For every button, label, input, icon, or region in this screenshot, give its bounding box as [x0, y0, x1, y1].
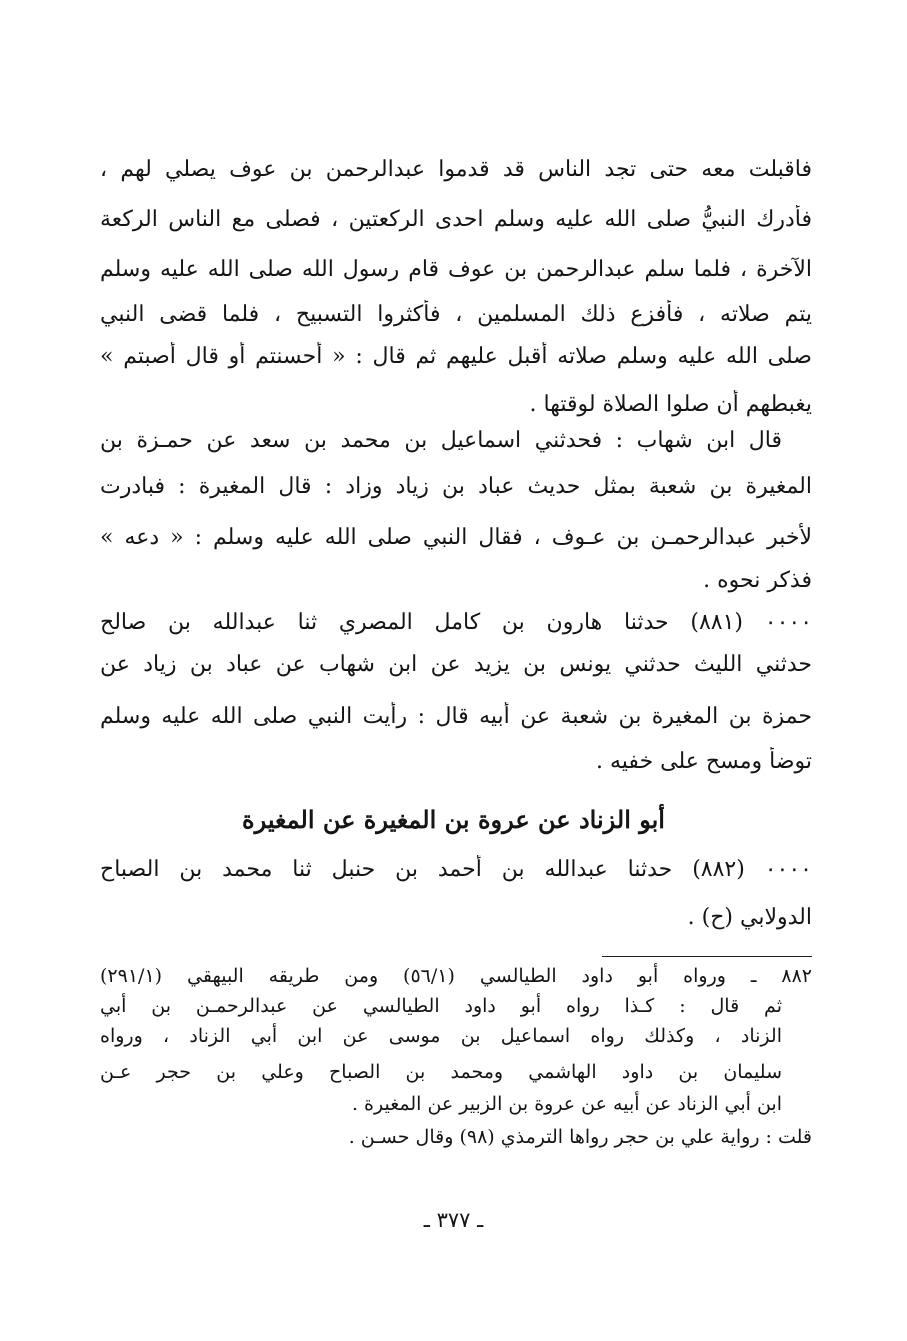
footnote-line-1: ٨٨٢ ـ ورواه أبو داود الطيالسي (٥٦/١) ومن طريقه البيهقي (٢٩١/١): [100, 965, 812, 987]
body-line-6: يغبطهم أن صلوا الصلاة لوقتها .: [529, 392, 812, 417]
footnote-divider: [602, 956, 812, 957]
footnote-line-6: قلت : رواية علي بن حجر رواها الترمذي (٩٨) وقال حسـن .: [348, 1126, 812, 1148]
body-line-5: صلى الله عليه وسلم صلاته أقبل عليهم ثم قال : « أحسنتم أو قال أصبتم »: [100, 344, 812, 369]
body-line-14: توضأ ومسح على خفيه .: [596, 749, 812, 774]
body-line-3: الآخرة ، فلما سلم عبدالرحمن بن عوف قام رسول الله صلى الله عليه وسلم: [100, 257, 812, 282]
body-line-13: حمزة بن المغيرة بن شعبة عن أبيه قال : رأيت النبي صلى الله عليه وسلم: [100, 704, 812, 729]
footnote-line-5: ابن أبي الزناد عن أبيه عن عروة بن الزبير عن المغيرة .: [351, 1093, 782, 1115]
section-line-2: الدولابي (ح) .: [687, 905, 812, 930]
section-line-1: ٠٠٠٠ (٨٨٢) حدثنا عبدالله بن أحمد بن حنبل ثنا محمد بن الصباح: [100, 857, 812, 882]
body-line-4: يتم صلاته ، فأفزع ذلك المسلمين ، فأكثروا التسبيح ، فلما قضى النبي: [100, 302, 812, 327]
body-line-8: المغيرة بن شعبة بمثل حديث عباد بن زياد وزاد : قال المغيرة : فبادرت: [100, 474, 812, 499]
footnote-line-4: سليمان بن داود الهاشمي ومحمد بن الصباح وعلي بن حجر عـن: [100, 1061, 782, 1083]
body-line-2: فأدرك النبيُّ صلى الله عليه وسلم احدى الركعتين ، فصلى مع الناس الركعة: [100, 207, 812, 232]
body-line-7: قال ابن شهاب : فحدثني اسماعيل بن محمد بن سعد عن حمـزة بن: [100, 428, 782, 453]
body-line-9: لأخبر عبدالرحمـن بن عـوف ، فقال النبي صلى الله عليه وسلم : « دعه »: [100, 525, 812, 550]
footnote-line-2: ثم قال : كـذا رواه أبو داود الطيالسي عن عبدالرحمـن بن أبي: [100, 995, 782, 1017]
section-heading: أبو الزناد عن عروة بن المغيرة عن المغيرة: [242, 805, 665, 834]
body-line-11: ٠٠٠٠ (٨٨١) حدثنا هارون بن كامل المصري ثنا عبدالله بن صالح: [100, 610, 812, 635]
page-number: ـ ٣٧٧ ـ: [423, 1208, 484, 1232]
body-line-10: فذكر نحوه .: [703, 568, 812, 593]
body-line-1: فاقبلت معه حتى تجد الناس قد قدموا عبدالرحمن بن عوف يصلي لهم ،: [100, 157, 812, 182]
footnote-line-3: الزناد ، وكذلك رواه اسماعيل بن موسى عن ابن أبي الزناد ، ورواه: [100, 1025, 782, 1047]
body-line-12: حدثني الليث حدثني يونس بن يزيد عن ابن شهاب عن عباد بن زياد عن: [100, 652, 812, 677]
